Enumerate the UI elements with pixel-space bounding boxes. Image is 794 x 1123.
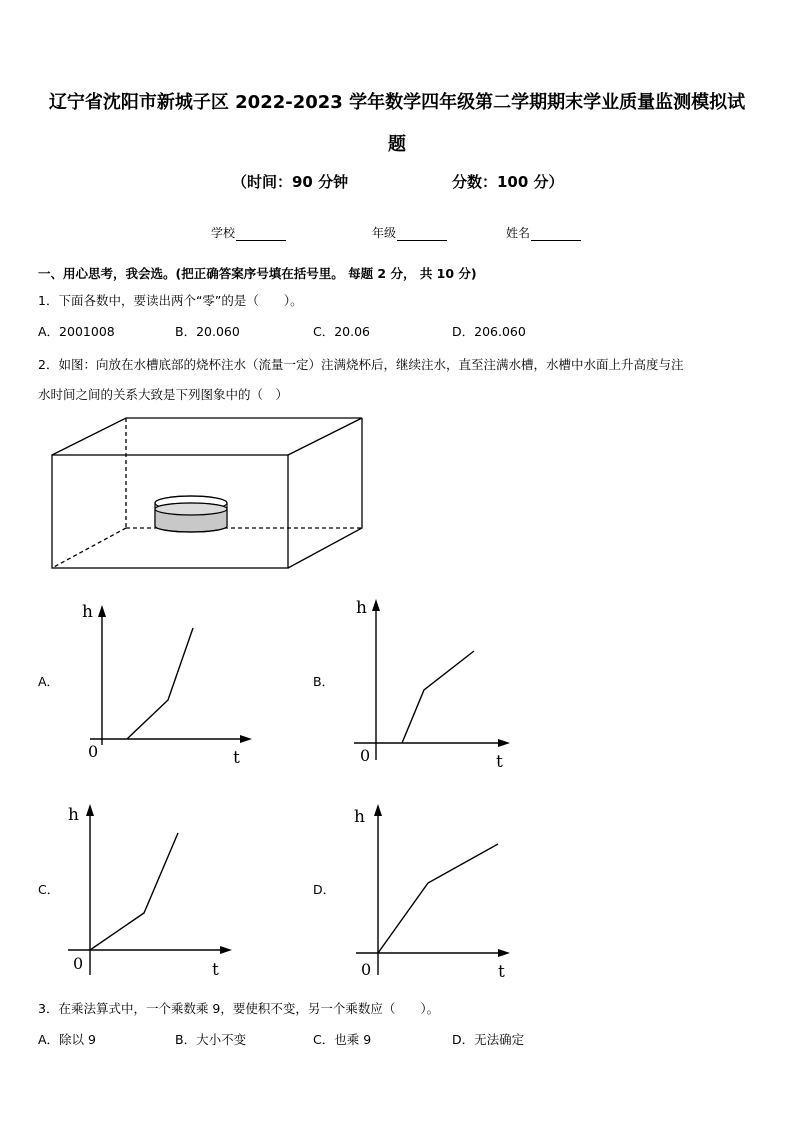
- q2-option-d[interactable]: D．: [313, 882, 336, 897]
- beaker: [155, 496, 227, 532]
- q2-option-a[interactable]: A．: [38, 674, 60, 689]
- school-label: 学校: [211, 226, 236, 240]
- graph-d-curve: [378, 844, 498, 953]
- graph-c: [64, 800, 244, 985]
- q1-option-c[interactable]: C．20.06: [313, 324, 371, 339]
- question-1-stem: 1．下面各数中，要读出两个“零”的是（ ）。: [38, 293, 303, 308]
- question-3-stem: 3．在乘法算式中，一个乘数乘 9，要使积不变，另一个乘数应（ ）。: [38, 1001, 440, 1016]
- q3-option-b[interactable]: B．大小不变: [175, 1032, 247, 1047]
- q3-option-a[interactable]: A．除以 9: [38, 1032, 96, 1047]
- tank-top-face: [52, 418, 362, 455]
- time-label: （时间：90 分钟: [232, 173, 349, 191]
- page-title: 辽宁省沈阳市新城子区 2022-2023 学年数学四年级第二学期期末学业质量监测模拟试: [48, 92, 746, 113]
- q2-option-b[interactable]: B．: [313, 674, 335, 689]
- name-field[interactable]: [506, 224, 581, 241]
- graph-a-origin: 0: [88, 742, 99, 761]
- q1-option-a[interactable]: A．2001008: [38, 324, 115, 339]
- q2-option-c[interactable]: C．: [38, 882, 60, 897]
- graph-a-axis-h: h: [82, 602, 93, 622]
- graph-d-axis-h: h: [354, 807, 365, 827]
- page-title-continued: 题: [388, 134, 406, 155]
- graph-c-origin: 0: [73, 954, 84, 973]
- graph-b-origin: 0: [360, 746, 371, 765]
- school-blank[interactable]: [236, 228, 286, 241]
- q1-option-d[interactable]: D．206.060: [452, 324, 526, 339]
- graph-a: [80, 595, 260, 775]
- graph-c-curve: [90, 833, 178, 950]
- graph-b-curve: [402, 651, 474, 743]
- graph-c-axis-t: t: [212, 960, 219, 980]
- graph-b-axis-h: h: [356, 598, 367, 618]
- q3-option-c[interactable]: C．也乘 9: [313, 1032, 372, 1047]
- question-2-stem-line2: 水时间之间的关系大致是下列图象中的（ ）: [38, 387, 289, 402]
- q1-option-b[interactable]: B．20.060: [175, 324, 240, 339]
- grade-label: 年级: [372, 226, 397, 240]
- graph-b-axis-t: t: [496, 752, 503, 772]
- graph-a-curve: [127, 628, 193, 739]
- graph-b: [352, 595, 532, 775]
- tank-beaker-figure: [40, 410, 370, 575]
- tank-hidden-edge-diagonal: [52, 528, 126, 568]
- score-label: 分数：100 分）: [452, 173, 564, 191]
- graph-d: [350, 800, 530, 985]
- question-2-stem-line1: 2．如图：向放在水槽底部的烧杯注水（流量一定）注满烧杯后，继续注水，直至注满水槽，水槽中水面上升高度与注: [38, 357, 684, 372]
- q3-option-d[interactable]: D．无法确定: [452, 1032, 525, 1047]
- name-label: 姓名: [506, 226, 531, 240]
- grade-field[interactable]: [372, 224, 447, 241]
- graph-c-axis-h: h: [68, 805, 79, 825]
- section-heading: 一、用心思考，我会选。(把正确答案序号填在括号里。 每题 2 分， 共 10 分): [38, 266, 477, 281]
- name-blank[interactable]: [531, 228, 581, 241]
- grade-blank[interactable]: [397, 228, 447, 241]
- graph-a-axis-t: t: [233, 748, 240, 768]
- graph-d-origin: 0: [361, 960, 372, 979]
- tank-right-face: [288, 418, 362, 568]
- school-field[interactable]: [211, 224, 286, 241]
- graph-d-axis-t: t: [498, 962, 505, 982]
